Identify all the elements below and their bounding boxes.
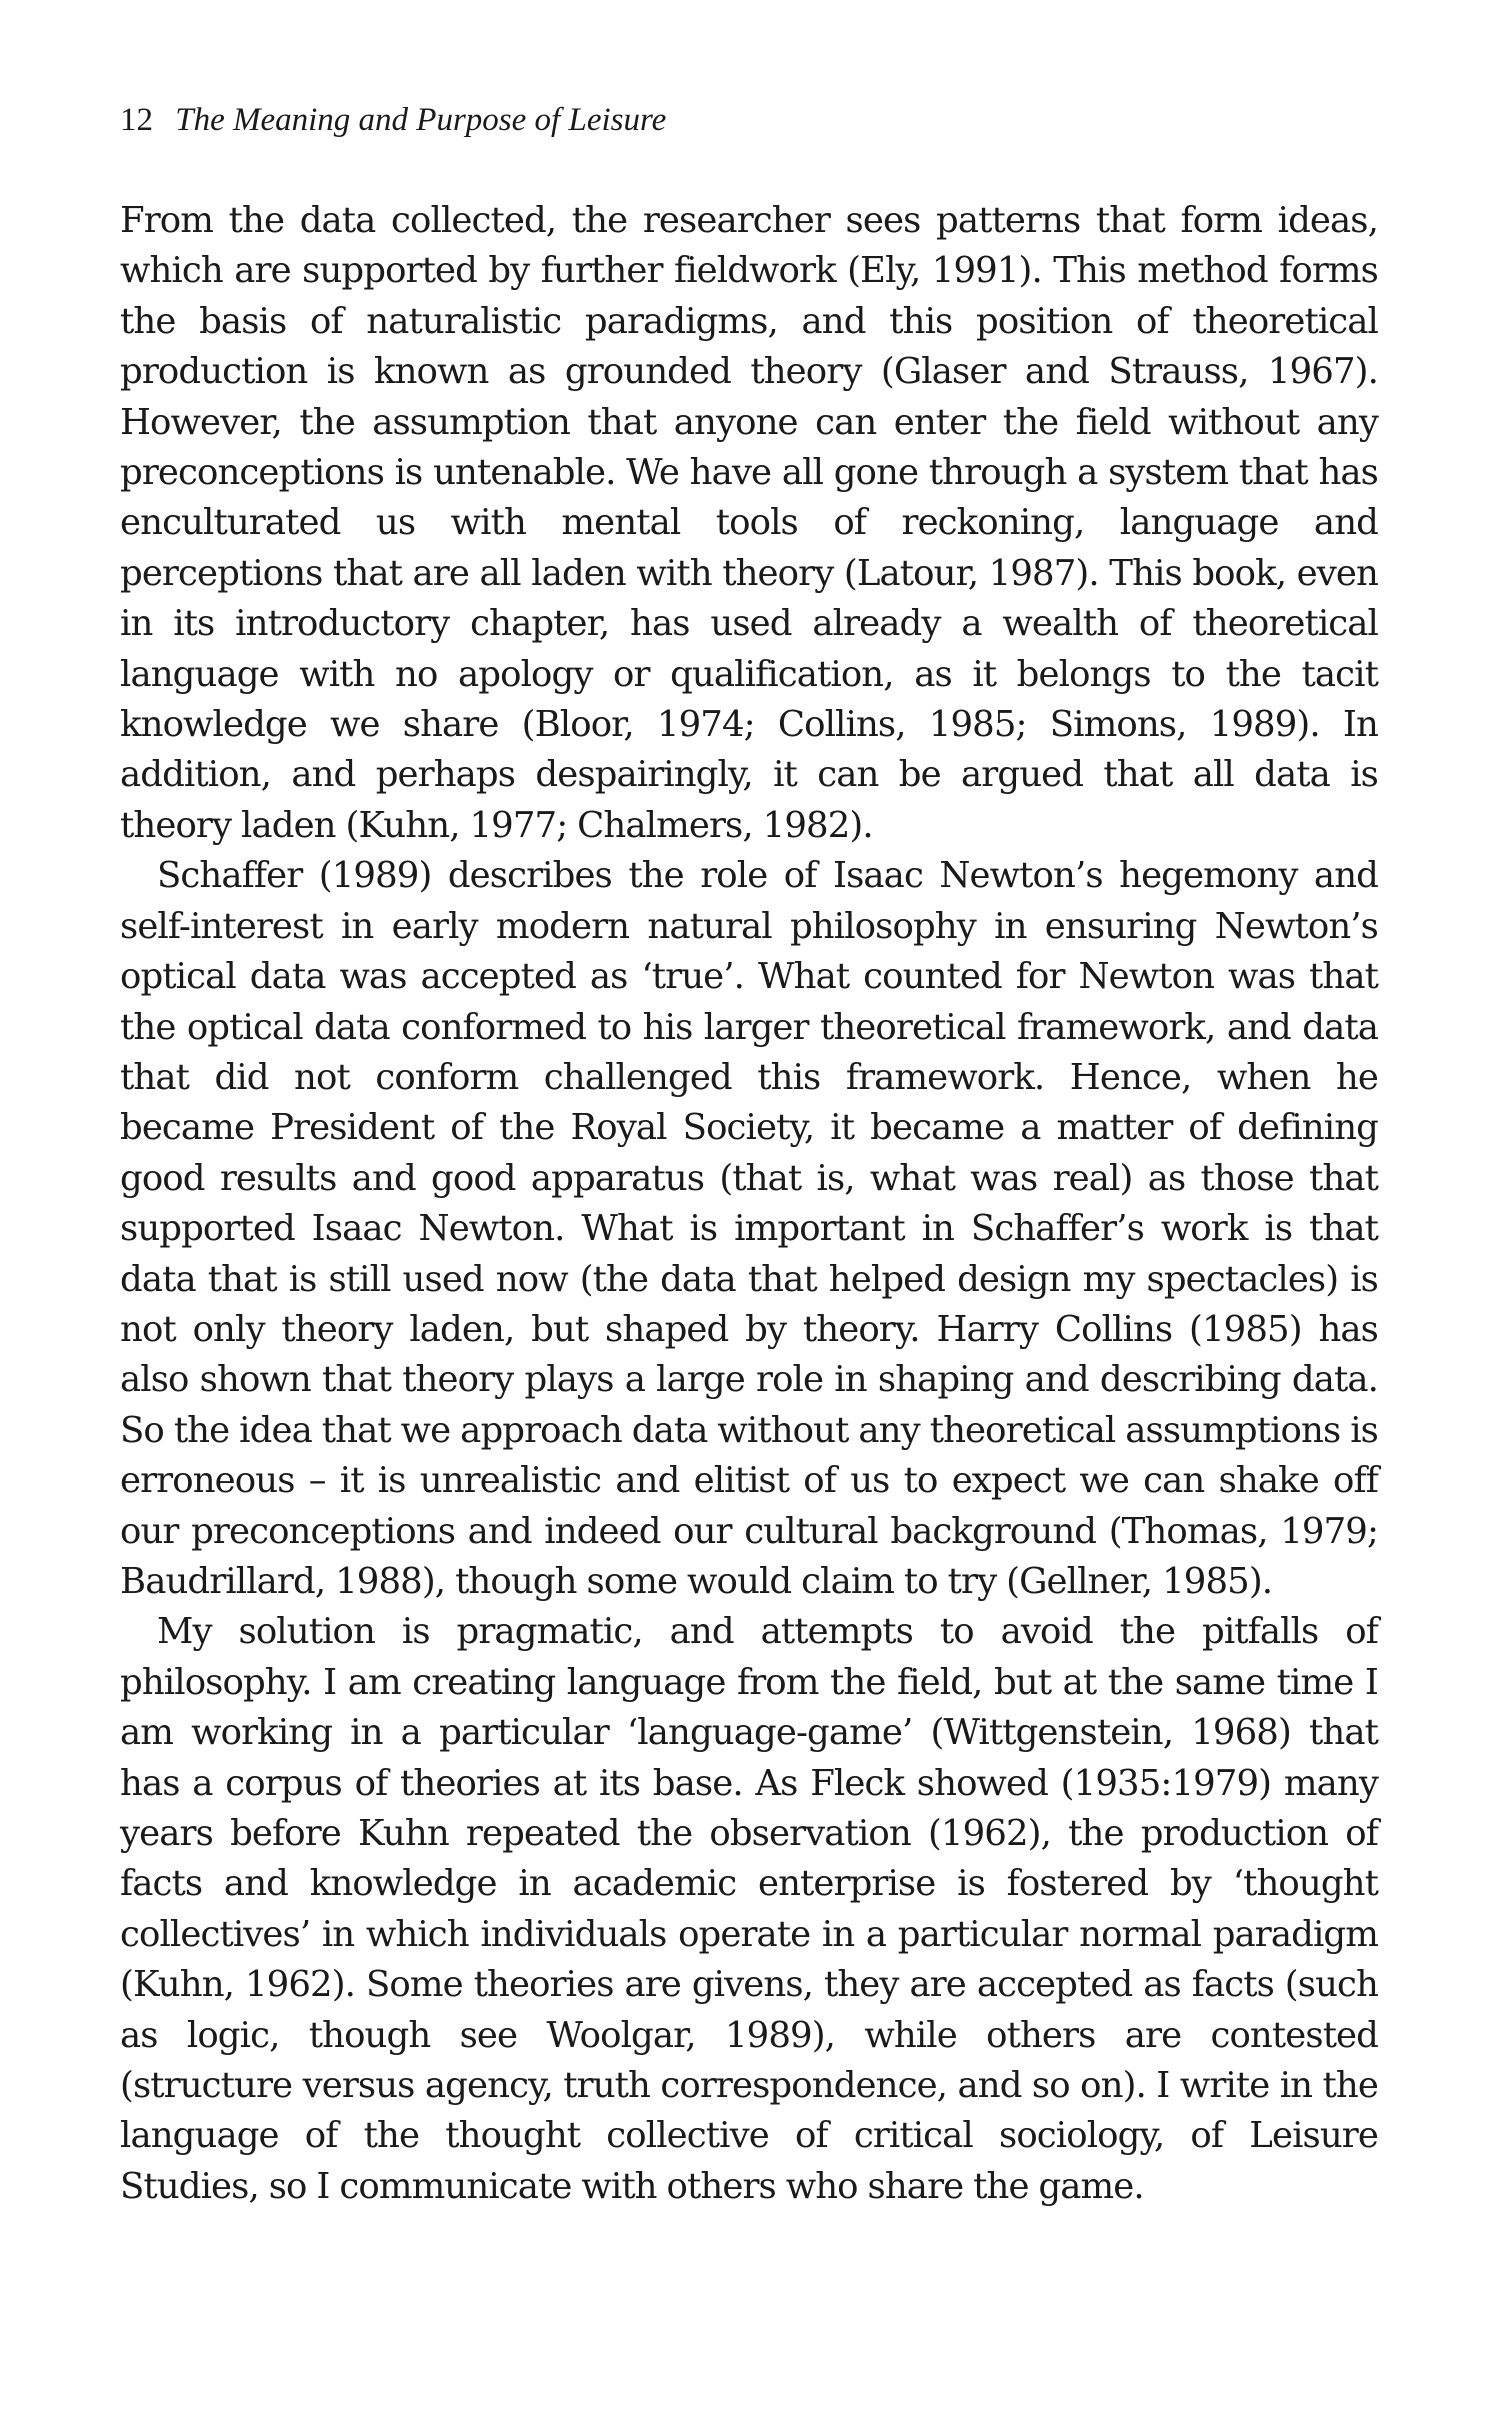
paragraph-2: Schaffer (1989) describes the role of Isaac Newton’s hegemony and self-interest in early modern natural philosophy in ensuring Newton’s optical data was accepted as ‘true’. What counted for Newton was that the optical data conformed to his larger theoretical framework, and data that did not conform challenged this framework. Hence, when he became President of the Royal Society, it became a matter of defining good results and good apparatus (that is, what was real) as those that supported Isaac Newton. What is important in Schaffer’s work is that data that is still used now (the data that helped design my spectacles) is not only theory laden, but shaped by theory. Harry Collins (1985) has also shown that theory plays a large role in shaping and describing data. So the idea that we approach data without any theoretical assumptions is erroneous – it is unrealistic and elitist of us to expect we can shake off our preconceptions and indeed our cultural background (Thomas, 1979; Baudrillard, 1988), though some would claim to try (Gellner, 1985). xyxy=(120,855,1378,1602)
paragraph-3: My solution is pragmatic, and attempts to avoid the pitfalls of philosophy. I am creating language from the field, but at the same time I am working in a particular ‘language-game’ (Wittgenstein, 1968) that has a corpus of theories at its base. As Fleck showed (1935:1979) many years before Kuhn repeated the observation (1962), the production of facts and knowledge in academic enterprise is fostered by ‘thought collectives’ in which individuals operate in a particular normal paradigm (Kuhn, 1962). Some theories are givens, they are accepted as facts (such as logic, though see Woolgar, 1989), while others are contested (structure versus agency, truth correspondence, and so on). I write in the language of the thought collective of critical sociology, of Leisure Studies, so I communicate with others who share the game. xyxy=(120,1611,1378,2207)
paragraph-1: From the data collected, the researcher sees patterns that form ideas, which are supported by further fieldwork (Ely, 1991). This method forms the basis of naturalistic paradigms, and this position of theoretical production is known as grounded theory (Glaser and Strauss, 1967). However, the assumption that anyone can enter the field without any preconceptions is untenable. We have all gone through a system that has enculturated us with mental tools of reckoning, language and perceptions that are all laden with theory (Latour, 1987). This book, even in its introductory chapter, has used already a wealth of theoretical language with no apology or qualification, as it belongs to the tacit knowledge we share (Bloor, 1974; Collins, 1985; Simons, 1989). In addition, and perhaps despairingly, it can be argued that all data is theory laden (Kuhn, 1977; Chalmers, 1982). xyxy=(120,200,1378,846)
book-title: The Meaning and Purpose of Leisure xyxy=(175,102,667,138)
running-head xyxy=(120,100,1378,140)
body-text xyxy=(120,196,1378,2212)
book-page xyxy=(120,100,1378,2212)
page-number: 12 xyxy=(120,102,153,138)
